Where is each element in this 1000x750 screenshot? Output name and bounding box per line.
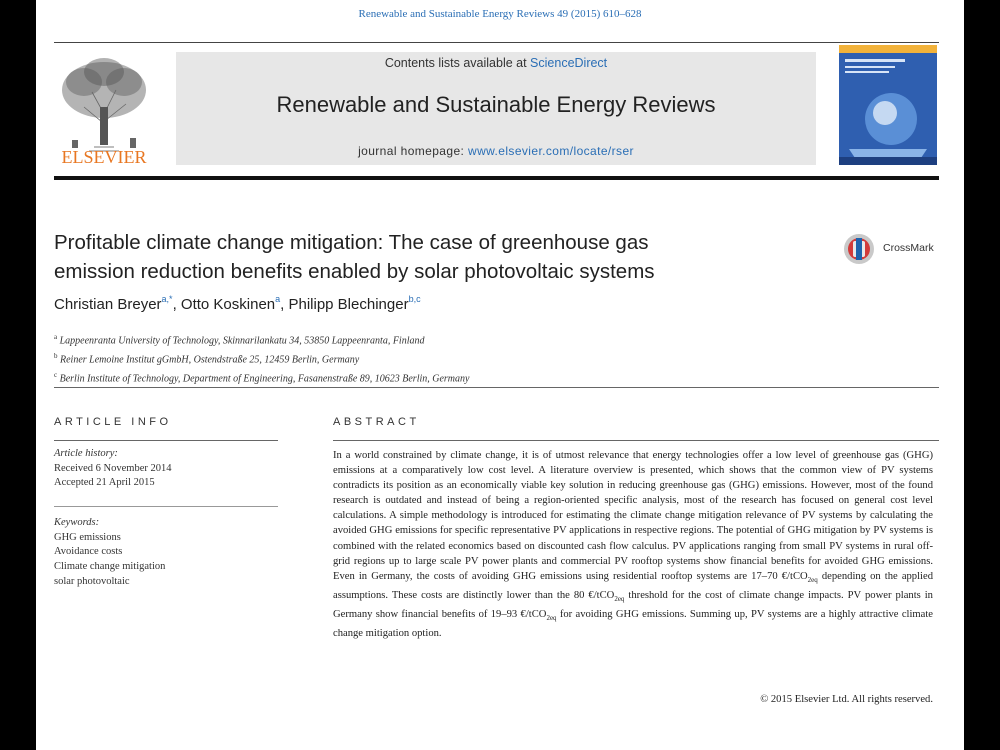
journal-cover-image[interactable] <box>839 45 937 165</box>
affiliation-mark: b <box>54 351 58 360</box>
article-title-line-2: emission reduction benefits enabled by solar photovoltaic systems <box>54 260 655 283</box>
keyword-item[interactable]: solar photovoltaic <box>54 575 130 587</box>
abstract-text-part: for avoiding GHG emissions. Summing up, PV systems are a highly attractive climate change mitigation option. <box>333 609 933 640</box>
header-top-rule <box>54 42 939 43</box>
crossmark-label: CrossMark <box>883 242 934 254</box>
article-info-heading: ARTICLE INFO <box>54 416 172 428</box>
abstract-rule <box>333 440 939 441</box>
crossmark-button[interactable] <box>841 232 941 264</box>
author-separator: , <box>280 296 289 313</box>
article-title <box>54 228 814 286</box>
header-bottom-rule <box>54 176 939 180</box>
accepted-date: Accepted 21 April 2015 <box>54 477 155 488</box>
author-affiliation-mark[interactable]: a <box>275 294 281 304</box>
affiliation-text: Reiner Lemoine Institut gGmbH, Ostendstraße 25, 12459 Berlin, Germany <box>60 354 360 366</box>
article-history <box>54 447 172 491</box>
author-name[interactable]: Philipp Blechinger <box>288 296 409 313</box>
abstract-subscript: 2eq <box>807 575 818 584</box>
affiliation-item <box>54 330 469 349</box>
author-affiliation-mark[interactable]: a,* <box>161 294 173 304</box>
affiliation-text: Lappeenranta University of Technology, Skinnarilankatu 34, 53850 Lappeenranta, Finland <box>59 335 425 347</box>
keywords-label: Keywords: <box>54 517 100 528</box>
elsevier-tree-icon <box>54 52 154 168</box>
abstract-text-part: In a world constrained by climate change, it is of utmost relevance that energy technologies offer a low level of greenhouse gas (GHG) emissions at a comparatively low cost level. A literature overview is presented, which shows that the common view of PV systems contradicts its position as an economically viable key solution in reducing greenhouse gas (GHG) emissions. However, most of the found research is outdated and instead of being a region-oriented specific analysis, most of the research has focused on general cost level calculations. A simple methodology is introduced for estimating the climate change mitigation relevance of PV systems by calculating the avoided GHG emissions for specific representative PV applications in respective regions. The potential of GHG mitigation by PV systems is combined with the related economics based on discounted cash flow calculus. PV applications ranging from small PV systems in rural off-grid regions up to large scale PV power plants and commercial PV rooftop systems show financial benefits for avoided GHG emissions. Even in Germany, the costs of avoiding GHG emissions using residential rooftop systems are 17–70 €/tCO <box>333 450 933 582</box>
keyword-item[interactable]: GHG emissions <box>54 531 121 543</box>
received-date: Received 6 November 2014 <box>54 462 172 474</box>
article-info-rule <box>54 440 278 441</box>
abstract-heading: ABSTRACT <box>333 416 420 428</box>
homepage-link[interactable]: www.elsevier.com/locate/rser <box>468 144 634 158</box>
keywords-block <box>54 516 165 590</box>
article-title-line-1: Profitable climate change mitigation: The case of greenhouse gas <box>54 231 649 254</box>
copyright-notice: © 2015 Elsevier Ltd. All rights reserved. <box>760 694 933 705</box>
author-separator: , <box>172 296 181 313</box>
elsevier-logo[interactable] <box>54 52 154 168</box>
affiliation-item <box>54 349 469 368</box>
author-list <box>54 296 421 313</box>
journal-cover-icon <box>839 45 937 165</box>
svg-text:ELSEVIER: ELSEVIER <box>61 147 147 167</box>
journal-header <box>176 52 816 165</box>
keyword-item[interactable]: Climate change mitigation <box>54 561 166 573</box>
journal-homepage <box>176 144 816 158</box>
journal-citation[interactable]: Renewable and Sustainable Energy Reviews 49 (2015) 610–628 <box>358 8 642 20</box>
history-label: Article history: <box>54 448 118 459</box>
keyword-item[interactable]: Avoidance costs <box>54 546 123 558</box>
author-affiliation-mark[interactable]: b,c <box>408 294 421 304</box>
journal-title: Renewable and Sustainable Energy Reviews <box>276 92 716 117</box>
affiliation-mark: c <box>54 370 58 379</box>
affiliation-item <box>54 368 469 387</box>
author-name[interactable]: Otto Koskinen <box>180 296 276 313</box>
affiliation-text: Berlin Institute of Technology, Department of Engineering, Fasanenstraße 89, 10623 Berlin, Germany <box>59 372 470 384</box>
section-divider <box>54 387 939 388</box>
contents-line <box>176 56 816 70</box>
affiliation-mark: a <box>54 333 58 341</box>
affiliation-list <box>54 330 469 386</box>
abstract-body <box>333 448 933 641</box>
abstract-subscript: 2eq <box>546 614 557 623</box>
contents-prefix: Contents lists available at <box>384 56 531 70</box>
sciencedirect-link[interactable]: ScienceDirect <box>530 56 608 70</box>
crossmark-icon <box>841 232 879 266</box>
abstract-text-part: depending on the applied assumptions. These costs are distinctly lower than the 80 €/tCO <box>333 570 933 601</box>
keywords-rule <box>54 506 278 507</box>
abstract-text-part: threshold for the cost of climate change impacts. PV power plants in Germany show financial benefits of 19–93 €/tCO <box>333 589 933 621</box>
abstract-subscript: 2eq <box>614 595 625 604</box>
homepage-prefix: journal homepage: <box>358 144 469 158</box>
article-page <box>36 0 964 750</box>
author-name[interactable]: Christian Breyer <box>54 296 162 313</box>
